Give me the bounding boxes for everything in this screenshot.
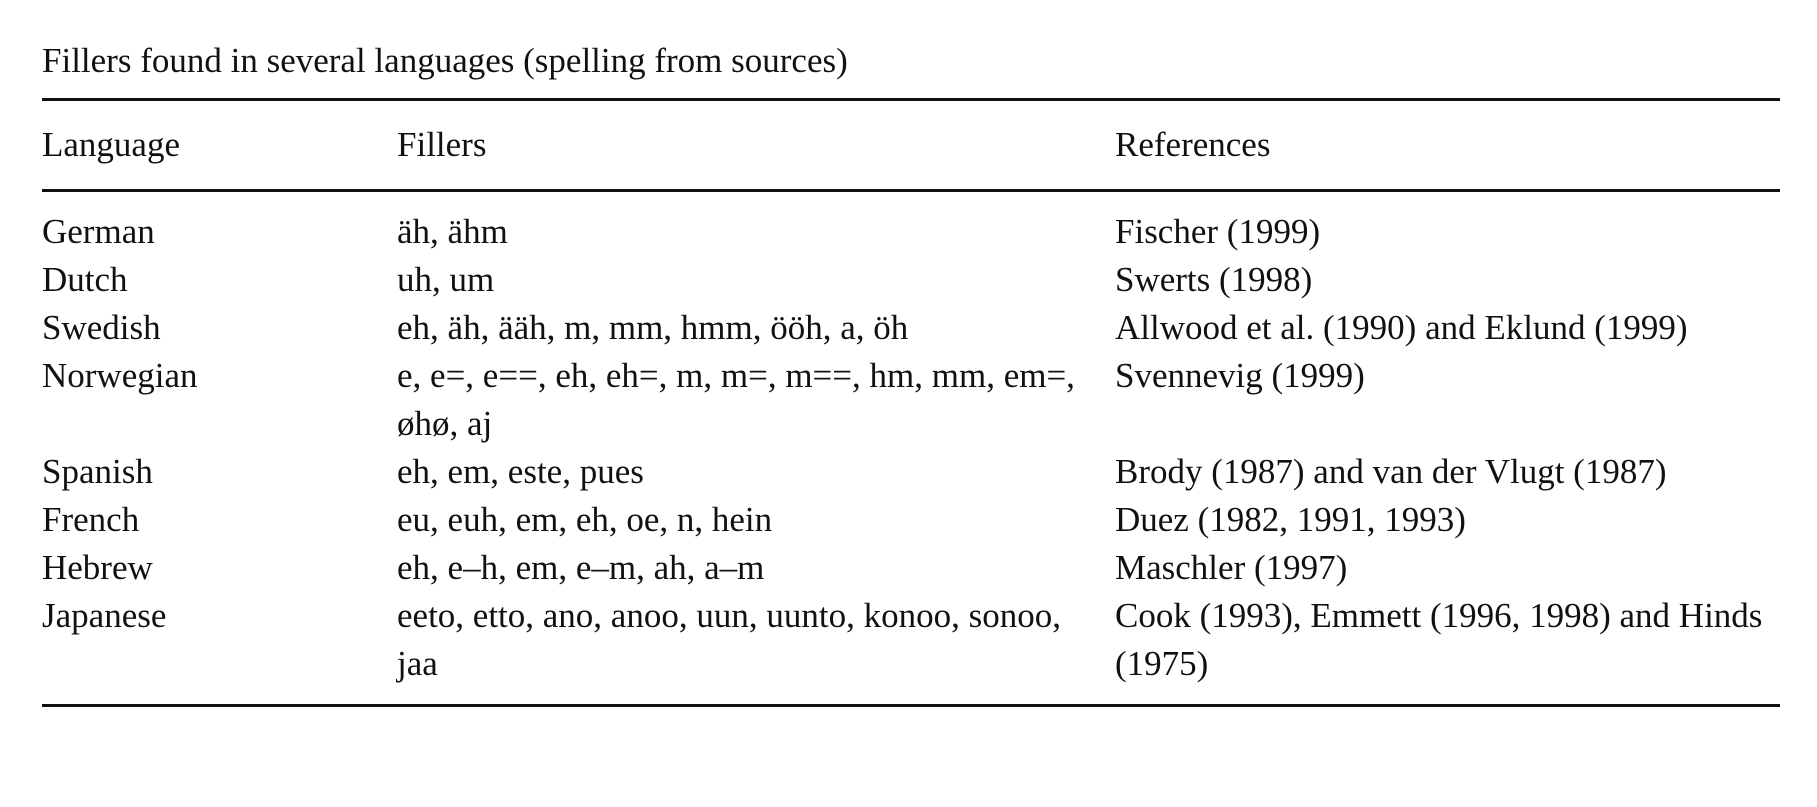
header-language: Language [42,125,180,164]
language-cell: Dutch [42,260,128,299]
fillers-cell: e, e=, e==, eh, eh=, m, m=, m==, hm, mm, em=, øhø, aj [397,356,1075,443]
table-row [42,496,1780,544]
language-cell: German [42,212,155,251]
table-caption: Fillers found in several languages (spelling from sources) [42,41,848,80]
language-cell: Japanese [42,596,167,635]
language-cell: Hebrew [42,548,153,587]
table-row [42,304,1780,352]
references-cell: Cook (1993), Emmett (1996, 1998) and Hinds (1975) [1115,596,1763,683]
language-cell: French [42,500,140,539]
fillers-cell: eu, euh, em, eh, oe, n, hein [397,500,773,539]
fillers-cell: eh, äh, ääh, m, mm, hmm, ööh, a, öh [397,308,909,347]
references-cell: Brody (1987) and van der Vlugt (1987) [1115,452,1667,491]
references-cell: Fischer (1999) [1115,212,1321,251]
references-cell: Allwood et al. (1990) and Eklund (1999) [1115,308,1688,347]
fillers-cell: äh, ähm [397,212,508,251]
table-header [42,100,1780,191]
references-cell: Maschler (1997) [1115,548,1348,587]
references-cell: Duez (1982, 1991, 1993) [1115,500,1466,539]
language-cell: Spanish [42,452,153,491]
table-row [42,592,1780,706]
header-fillers: Fillers [397,125,487,164]
table-row [42,191,1780,257]
fillers-table [42,98,1780,707]
references-cell: Swerts (1998) [1115,260,1313,299]
language-cell: Norwegian [42,356,198,395]
table-row [42,352,1780,448]
fillers-cell: eh, em, este, pues [397,452,644,491]
header-row [42,100,1780,191]
table-row [42,544,1780,592]
table-row [42,448,1780,496]
table-row [42,256,1780,304]
references-cell: Svennevig (1999) [1115,356,1365,395]
fillers-cell: eeto, etto, ano, anoo, uun, uunto, konoo, sonoo, jaa [397,596,1061,683]
fillers-cell: eh, e–h, em, e–m, ah, a–m [397,548,765,587]
language-cell: Swedish [42,308,161,347]
fillers-cell: uh, um [397,260,495,299]
fillers-table-container [42,38,1780,707]
header-references: References [1115,125,1271,164]
table-body [42,191,1780,706]
